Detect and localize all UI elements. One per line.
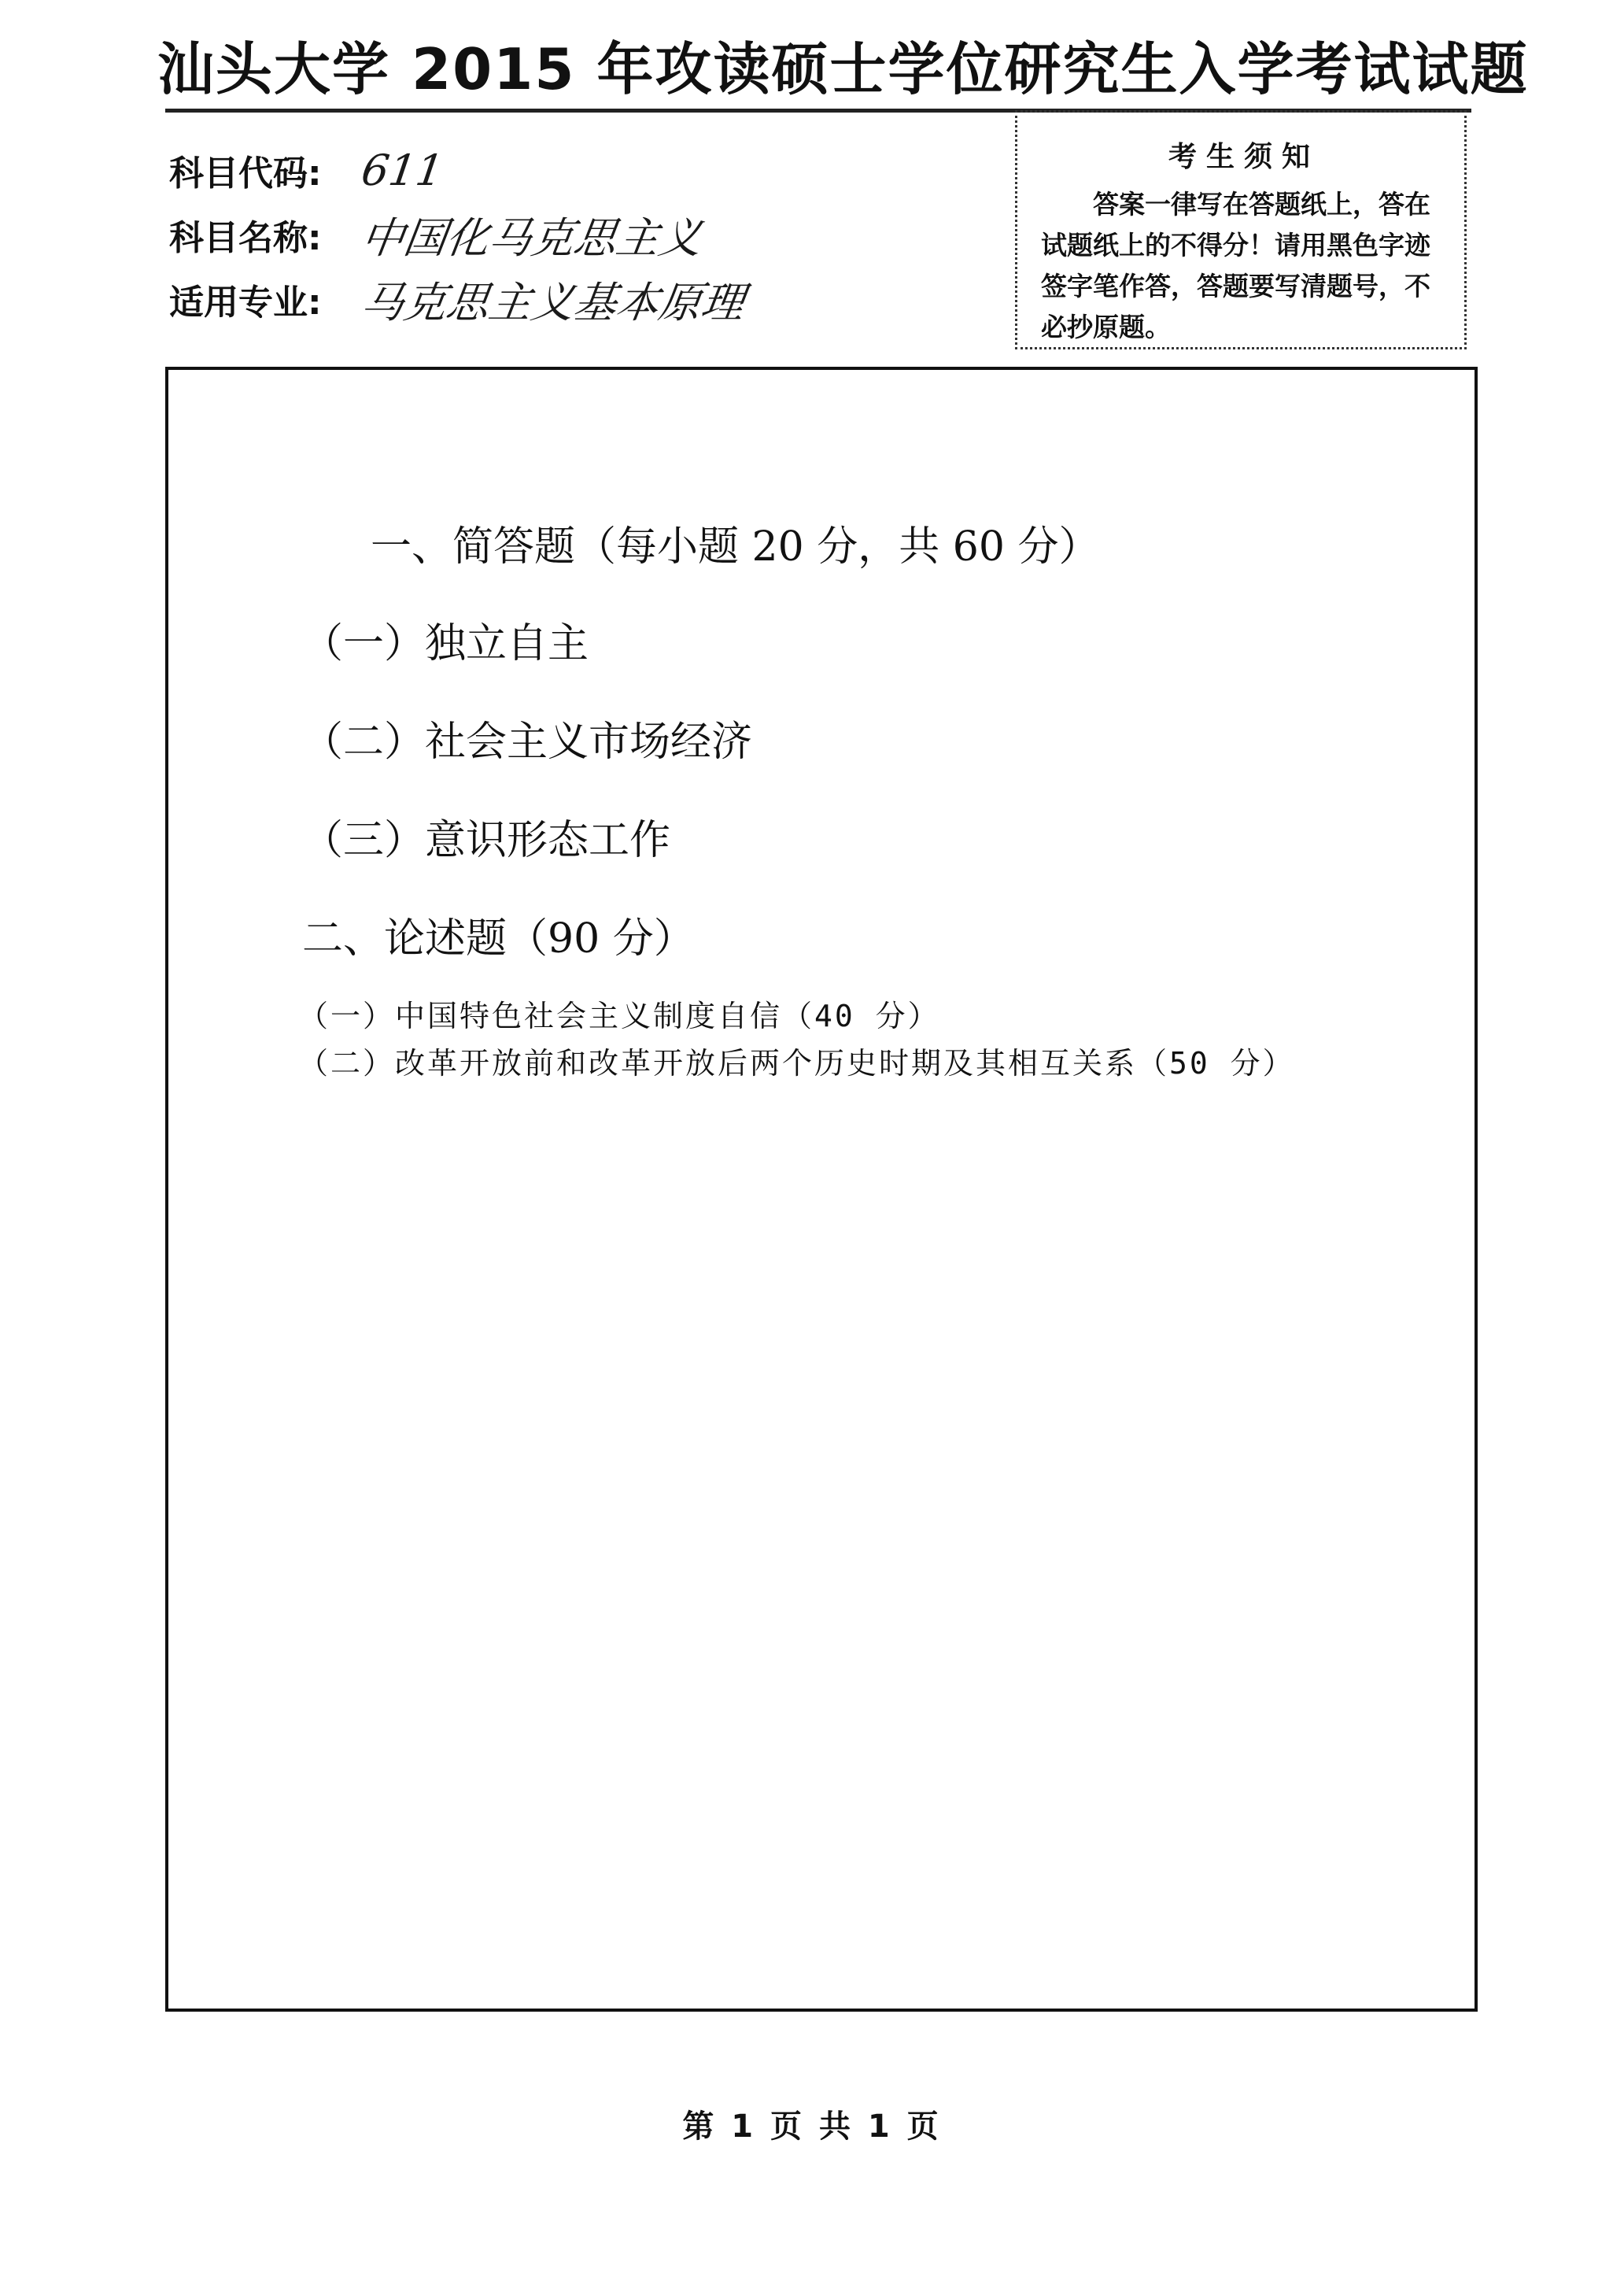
- short-answer-item: （三）意识形态工作: [302, 817, 671, 864]
- notice-text: 答案一律写在答题纸上，答在试题纸上的不得分！请用黑色字迹签字笔作答，答题要写清题号，不必抄原题。: [1041, 189, 1430, 342]
- short-answer-item: （一）独立自主: [302, 620, 589, 667]
- short-answer-heading: 一、简答题（每小题 20 分，共 60 分）: [371, 523, 1100, 571]
- subject-name-row: [169, 202, 744, 267]
- major-row: [169, 267, 747, 331]
- essay-heading: 二、论述题（90 分）: [302, 915, 695, 963]
- subject-code-row: [169, 138, 744, 202]
- major-value: 马克思主义基本原理: [358, 277, 747, 327]
- subject-name-value: 中国化马克思主义: [358, 213, 705, 263]
- essay-item: （一）中国特色社会主义制度自信（40 分）: [298, 999, 940, 1033]
- subject-name-label: 科目名称:: [169, 218, 322, 258]
- notice-title: 考生须知: [1168, 141, 1320, 173]
- page-title: 汕头大学 2015 年攻读硕士学位研究生入学考试试题: [157, 36, 1529, 102]
- candidate-notice-box: [1015, 110, 1467, 349]
- subject-info: [169, 138, 747, 331]
- essay-item: （二）改革开放前和改革开放后两个历史时期及其相互关系（50 分）: [298, 1046, 1295, 1081]
- page-number: 第 1 页 共 1 页: [682, 2108, 942, 2145]
- subject-code-label: 科目代码:: [169, 153, 322, 194]
- short-answer-item: （二）社会主义市场经济: [302, 719, 753, 766]
- subject-code-value: 611: [358, 145, 447, 195]
- question-frame: [165, 367, 1478, 2012]
- major-label: 适用专业:: [169, 283, 322, 323]
